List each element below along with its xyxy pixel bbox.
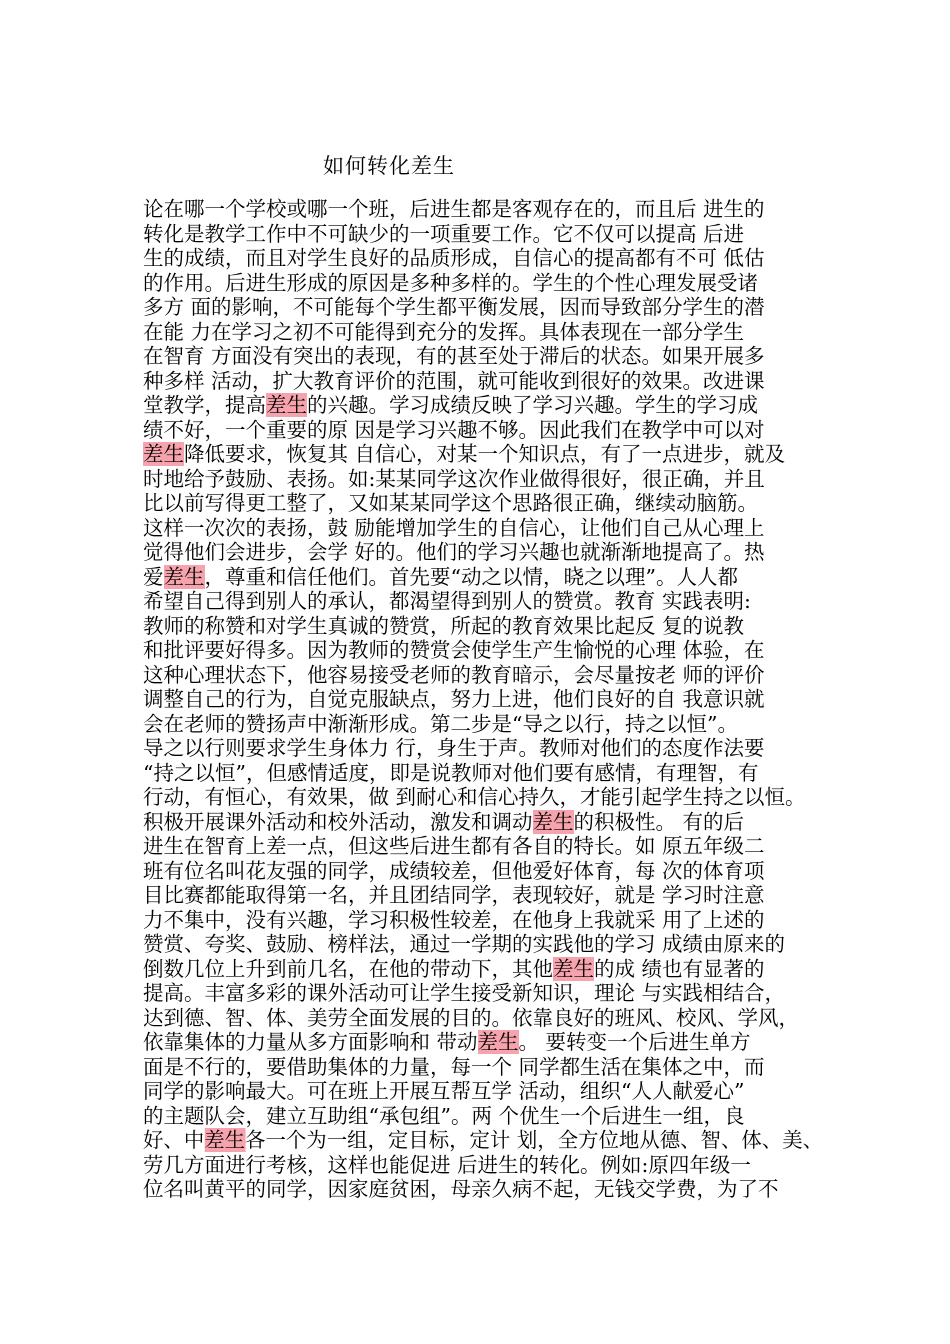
text-line: 会在老师的赞扬声中渐渐形成。第二步是“导之以行，持之以恒”。 bbox=[143, 711, 738, 736]
text-line: 堂教学，提高差生的兴趣。学习成绩反映了学习兴趣。学生的学习成 bbox=[143, 393, 758, 417]
text-line: 赞赏、夸奖、鼓励、榜样法，通过一学期的实践他的学习 成绩由原来的 bbox=[143, 932, 786, 956]
text-line: 目比赛都能取得第一名，并且团结同学，表现较好，就是 学习时注意 bbox=[143, 883, 765, 907]
text-line: 觉得他们会进步，会学 好的。他们的学习兴趣也就渐渐地提高了。热 bbox=[143, 540, 765, 564]
text-line: 位名叫黄平的同学，因家庭贫困，母亲久病不起，无钱交学费，为了不 bbox=[143, 1177, 779, 1201]
text-line: 种多样 活动，扩大教育评价的范围，就可能收到很好的效果。改进课 bbox=[143, 368, 765, 393]
text-line: 积极开展课外活动和校外活动，激发和调动差生的积极性。 有的后 bbox=[143, 809, 745, 834]
highlighted-term: 差生 bbox=[204, 1128, 246, 1152]
highlighted-term: 差生 bbox=[477, 1030, 519, 1054]
text-line: 希望自己得到别人的承认，都渴望得到别人的赞赏。教育 实践表明: bbox=[143, 589, 751, 613]
text-line: 达到德、智、体、美劳全面发展的目的。依靠良好的班风、校风、学风， bbox=[143, 1005, 799, 1030]
text-line: 转化是教学工作中不可缺少的一项重要工作。它不仅可以提高 后进 bbox=[143, 221, 745, 246]
text-line: 班有位名叫花友强的同学，成绩较差，但他爱好体育，每 次的体育项 bbox=[143, 858, 765, 883]
text-line: 论在哪一个学校或哪一个班，后进生都是客观存在的，而且后 进生的 bbox=[143, 197, 765, 221]
highlighted-term: 差生 bbox=[163, 564, 205, 589]
text-line: 生的成绩，而且对学生良好的品质形成，自信心的提高都有不可 低估 bbox=[143, 246, 765, 270]
text-line: 面是不行的，要借助集体的力量，每一个 同学都生活在集体之中，而 bbox=[143, 1054, 765, 1079]
text-line: 多方 面的影响，不可能每个学生都平衡发展，因而导致部分学生的潜 bbox=[143, 295, 765, 319]
text-line: “持之以恒”，但感情适度，即是说教师对他们要有感情，有理智，有 bbox=[143, 760, 759, 785]
text-line: 倒数几位上升到前几名，在他的带动下，其他差生的成 绩也有显著的 bbox=[143, 956, 765, 981]
text-line: 绩不好，一个重要的原 因是学习兴趣不够。因此我们在教学中可以对 bbox=[143, 417, 765, 442]
text-line: 比以前写得更工整了，又如某某同学这个思路很正确，继续动脑筋。 bbox=[143, 491, 758, 515]
text-line: 同学的影响最大。可在班上开展互帮互学 活动，组织“人人献爱心” bbox=[143, 1079, 745, 1103]
text-line: 和批评要好得多。因为教师的赞赏会使学生产生愉悦的心理 体验，在 bbox=[143, 638, 765, 662]
text-line: 力不集中，没有兴趣，学习积极性较差，在他身上我就采 用了上述的 bbox=[143, 907, 765, 932]
text-line: 这种心理状态下，他容易接受老师的教育暗示，会尽量按老 师的评价 bbox=[143, 662, 765, 687]
highlighted-term: 差生 bbox=[553, 956, 594, 981]
text-line: 进生在智育上差一点，但这些后进生都有各自的特长。如 原五年级二 bbox=[143, 834, 765, 858]
text-line: 时地给予鼓励、表扬。如:某某同学这次作业做得很好，很正确，并且 bbox=[143, 466, 765, 491]
document-body bbox=[143, 197, 823, 1202]
highlighted-term: 差生 bbox=[143, 442, 184, 466]
text-line: 好、中差生各一个为一组，定目标，定计 划，全方位地从德、智、体、美、 bbox=[143, 1128, 824, 1152]
text-line: 导之以行则要求学生身体力 行，身生于声。教师对他们的态度作法要 bbox=[143, 736, 765, 760]
text-line: 在智育 方面没有突出的表现，有的甚至处于滞后的状态。如果开展多 bbox=[143, 344, 765, 368]
document-title: 如何转化差生 bbox=[323, 154, 455, 178]
text-line: 在能 力在学习之初不可能得到充分的发挥。具体表现在一部分学生 bbox=[143, 319, 745, 344]
text-line: 教师的称赞和对学生真诚的赞赏，所起的教育效果比起反 复的说教 bbox=[143, 613, 745, 638]
text-line: 的作用。后进生形成的原因是多种多样的。学生的个性心理发展受诸 bbox=[143, 270, 758, 295]
highlighted-term: 差生 bbox=[532, 809, 574, 834]
text-line: 劳几方面进行考核，这样也能促进 后进生的转化。例如:原四年级一 bbox=[143, 1152, 751, 1177]
text-line: 调整自己的行为，自觉克服缺点，努力上进，他们良好的自 我意识就 bbox=[143, 687, 765, 711]
text-line: 爱差生，尊重和信任他们。首先要“动之以情，晓之以理”。人人都 bbox=[143, 564, 738, 589]
text-line: 的主题队会，建立互助组“承包组”。两 个优生一个后进生一组，良 bbox=[143, 1103, 745, 1128]
text-line: 提高。丰富多彩的课外活动可让学生接受新知识，理论 与实践相结合， bbox=[143, 981, 786, 1005]
highlighted-term: 差生 bbox=[266, 393, 307, 417]
text-line: 差生降低要求，恢复其 自信心，对某一个知识点，有了一点进步，就及 bbox=[143, 442, 786, 466]
text-line: 行动，有恒心，有效果，做 到耐心和信心持久，才能引起学生持之以恒。 bbox=[143, 785, 806, 809]
text-line: 依靠集体的力量从多方面影响和 带动差生。 要转变一个后进生单方 bbox=[143, 1030, 751, 1054]
text-line: 这样一次次的表扬，鼓 励能增加学生的自信心，让他们自己从心理上 bbox=[143, 515, 765, 540]
